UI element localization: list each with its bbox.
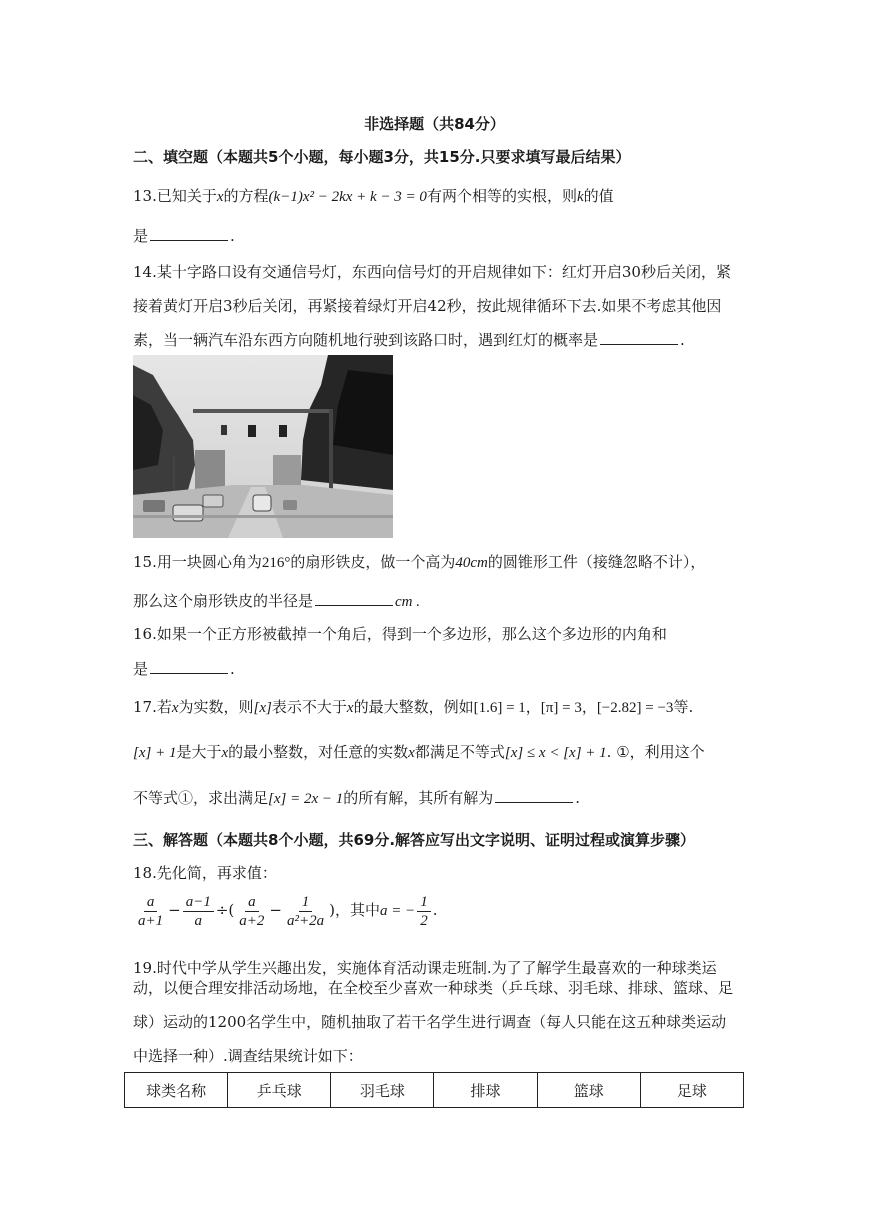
q18-minus2: −: [269, 901, 282, 919]
table-header-cell: 羽毛球: [331, 1073, 434, 1108]
q17-floor-x: [x]: [253, 700, 272, 716]
q18-frac-4-num: 1: [299, 893, 313, 912]
q15-angle: 216°: [261, 555, 291, 571]
question-17-line3: [133, 788, 580, 809]
question-16-line1: 16.如果一个正方形被截掉一个角后，得到一个多边形，那么这个多边形的内角和: [133, 625, 667, 643]
question-17-line2: [133, 742, 705, 763]
q15-text-c: 的圆锥形工件（接缝忽略不计），: [487, 553, 706, 571]
question-13-line1: [133, 186, 614, 207]
q18-frac-1-num: a: [144, 893, 158, 912]
q18-frac-2-num: a−1: [183, 893, 214, 912]
q13-var-k: k: [576, 189, 584, 205]
q17-line3-a: 不等式①，求出满足: [133, 789, 269, 807]
q17-text-c: 表示不大于: [271, 698, 347, 716]
q18-end: .: [432, 901, 438, 919]
q16-answer-blank[interactable]: [150, 659, 228, 674]
q17-line3-b: 的所有解，其所有解为: [343, 789, 494, 807]
question-15-line2: [133, 591, 420, 612]
table-header-row: [125, 1073, 744, 1108]
q18-frac-4: [284, 893, 327, 930]
question-19-line4: 中选择一种）.调查结果统计如下：: [133, 1047, 363, 1065]
q18-frac-3-num: a: [245, 893, 259, 912]
question-19-line2: 动，以便合理安排活动场地，在全校至少喜欢一种球类（乒乓球、羽毛球、排球、篮球、足: [133, 979, 734, 997]
q18-frac-5-num: 1: [417, 893, 431, 912]
question-14-line1: 14.某十字路口设有交通信号灯，东西向信号灯的开启规律如下：红灯开启30秒后关闭，紧: [133, 263, 731, 281]
q16-line2-text: 是: [133, 660, 149, 678]
q18-frac-1: [135, 893, 166, 930]
q18-where: ，其中: [334, 901, 380, 919]
q17-answer-blank[interactable]: [495, 788, 573, 803]
table-header-cell: 篮球: [537, 1073, 640, 1108]
section-title: 非选择题（共84分）: [364, 115, 505, 133]
q18-div: ÷(: [215, 901, 235, 919]
q15-line2-text: 那么这个扇形铁皮的半径是: [133, 592, 314, 610]
question-14-line2: 接着黄灯开启3秒后关闭，再紧接着绿灯开启42秒，按此规律循环下去.如果不考虑其他因: [133, 297, 722, 315]
q17-line2-e: . ①，利用这个: [606, 743, 705, 761]
q13-text-end: 的值: [583, 187, 614, 205]
q18-frac-5: [417, 893, 431, 930]
q17-line2-x2: x: [408, 745, 415, 761]
traffic-light-photo: [133, 355, 393, 538]
q18-frac-2: [183, 893, 214, 930]
q13-equation: (k−1)x² − 2kx + k − 3 = 0: [268, 189, 427, 205]
q15-text-a: 15.用一块圆心角为: [133, 553, 262, 571]
part3-title: 三、解答题（本题共8个小题，共69分.解答应写出文字说明、证明过程或演算步骤）: [133, 831, 696, 849]
q18-frac-2-den: a: [194, 912, 203, 929]
q13-answer-blank[interactable]: [150, 226, 228, 241]
part2-title: 二、填空题（本题共5个小题，每小题3分，共15分.只要求填写最后结果）: [133, 148, 631, 166]
q17-floor-plus-one: [x] + 1: [133, 745, 177, 761]
q17-var-x: x: [171, 700, 179, 716]
q13-line2-end: .: [230, 227, 235, 245]
q14-line3-end: .: [680, 331, 685, 349]
q18-frac-3: [236, 893, 267, 930]
question-14-line3: [133, 330, 685, 350]
q17-line2-d: 都满足不等式: [414, 743, 505, 761]
q17-text-a: 17.若: [133, 698, 172, 716]
question-18-line1: 18.先化简，再求值：: [133, 864, 277, 882]
question-16-line2: [133, 659, 235, 679]
question-15-line1: [133, 552, 705, 573]
q18-frac-3-den: a+2: [239, 912, 265, 929]
q15-text-b: 的扇形铁皮，做一个高为: [290, 553, 456, 571]
question-19-line3: 球）运动的1200名学生中，随机抽取了若干名学生进行调查（每人只能在这五种球类运动: [133, 1013, 727, 1031]
q15-height: 40cm: [455, 555, 488, 571]
q17-examples: [1.6] = 1，[π] = 3，[−2.82] = −3: [473, 700, 674, 716]
table-header-cell: 足球: [640, 1073, 743, 1108]
q17-text-d: 的最大整数，例如: [353, 698, 474, 716]
table-header-cell: 乒乓球: [228, 1073, 331, 1108]
q15-unit: cm .: [395, 594, 421, 610]
table-header-cell: 球类名称: [125, 1073, 228, 1108]
q14-line3-text: 素，当一辆汽车沿东西方向随机地行驶到该路口时，遇到红灯的概率是: [133, 331, 599, 349]
q17-text-b: 为实数，则: [178, 698, 254, 716]
ball-sports-table: [124, 1072, 744, 1108]
q18-close: ): [329, 901, 335, 919]
question-18-expression: [133, 890, 437, 931]
question-19-line1: 19.时代中学从学生兴趣出发，实施体育活动课走班制.为了了解学生最喜欢的一种球类运: [133, 959, 717, 977]
q17-text-e: 等.: [673, 698, 694, 716]
q17-line2-c: 的最小整数，对任意的实数: [228, 743, 409, 761]
q18-a-eq: a = −: [379, 903, 416, 919]
q17-inequality: [x] ≤ x < [x] + 1: [504, 745, 607, 761]
q13-text-mid: 的方程: [223, 187, 269, 205]
q16-line2-end: .: [230, 660, 235, 678]
q18-frac-4-den: a²+2a: [286, 912, 325, 929]
q18-frac-1-den: a+1: [138, 912, 164, 929]
q13-text-tail: 有两个相等的实根，则: [426, 187, 577, 205]
q13-text: 13.已知关于: [133, 187, 217, 205]
q15-answer-blank[interactable]: [315, 591, 393, 606]
q13-line2-text: 是: [133, 227, 149, 245]
q17-line2-x: x: [221, 745, 229, 761]
q18-minus: −: [168, 901, 181, 919]
q17-equation: [x] = 2x − 1: [268, 791, 344, 807]
q14-answer-blank[interactable]: [600, 330, 678, 345]
question-17-line1: [133, 697, 693, 718]
q13-var-x: x: [216, 189, 224, 205]
q17-line3-end: .: [575, 789, 581, 807]
q18-frac-5-den: 2: [420, 912, 428, 929]
table-header-cell: 排球: [434, 1073, 537, 1108]
question-13-line2: [133, 226, 235, 246]
q17-line2-b: 是大于: [176, 743, 222, 761]
q17-var-x2: x: [346, 700, 354, 716]
